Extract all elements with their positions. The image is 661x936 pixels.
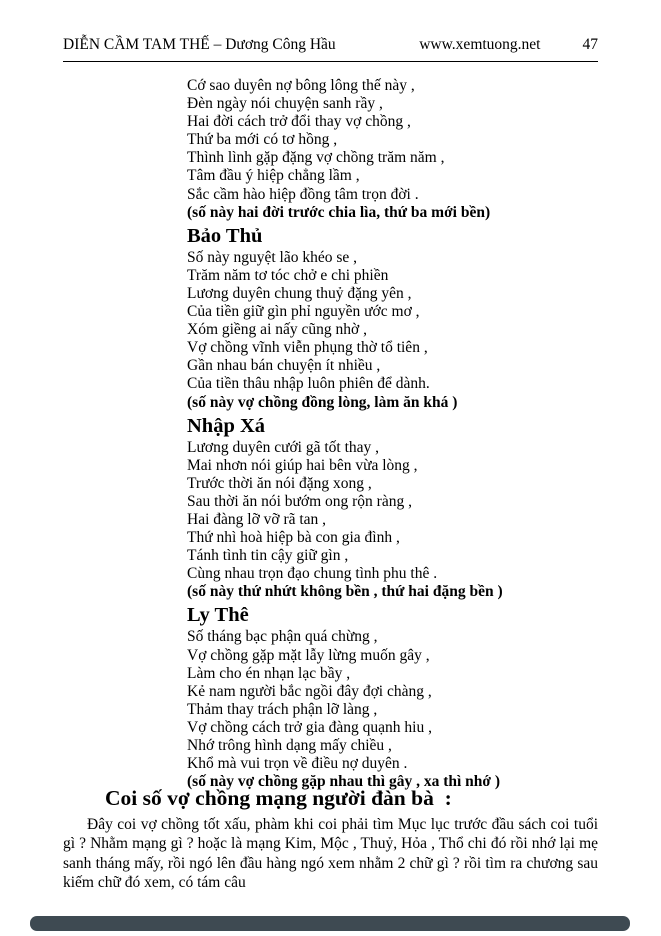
verse-summary: (số này vợ chồng gặp nhau thì gây , xa thì nhớ ): [187, 773, 501, 791]
verse-line: Trăm năm tơ tóc chở e chi phiền: [187, 266, 389, 284]
header-right: [419, 36, 598, 54]
horizontal-scrollbar-thumb[interactable]: [30, 916, 630, 931]
section-heading: Bảo Thủ: [187, 224, 263, 247]
verse-line: Đèn ngày nói chuyện sanh rầy ,: [187, 95, 383, 113]
website-url: www.xemtuong.net: [419, 36, 541, 53]
verse-summary: (số này vợ chồng đồng lòng, làm ăn khá ): [187, 393, 458, 411]
verse-line: Vợ chồng gặp mặt lẫy lừng muốn gây ,: [187, 646, 430, 664]
verse-line: Sau thời ăn nói bướm ong rộn ràng ,: [187, 492, 412, 510]
book-title: DIỄN CẦM TAM THẾ – Dương Công Hầu: [63, 36, 336, 53]
verse-line: Mai nhơn nói giúp hai bên vừa lòng ,: [187, 456, 418, 474]
header-divider: [63, 61, 598, 62]
verse-line: Số này nguyệt lão khéo se ,: [187, 248, 358, 266]
verse-line: Của tiền giữ gìn phỉ nguyền ước mơ ,: [187, 303, 420, 321]
verse-line: Thứ ba mới có tơ hồng ,: [187, 131, 338, 149]
verse-line: Số tháng bạc phận quá chừng ,: [187, 628, 378, 646]
section-heading: Nhập Xá: [187, 414, 266, 437]
page-header: [63, 36, 598, 54]
section-heading: Ly Thê: [187, 604, 249, 627]
verse-line: Vợ chồng cách trở gia đàng quạnh hiu ,: [187, 718, 432, 736]
closing-paragraph: Đây coi vợ chồng tốt xấu, phàm khi coi phải tìm Mục lục trước đầu sách coi tuổi gì ? Nhằm mạng gì ? hoặc là mạng Kim, Mộc , Thuỷ, Hỏa , Thổ chi đó rồi nhớ lại mẹ sanh tháng mấy, rồi ngó lên đầu hàng ngó xem nhằm 2 chữ gì ? rồi tìm ra chương sau kiếm chữ đó xem, có tám câu: [63, 816, 598, 892]
verse-line: Kẻ nam người bắc ngồi đây đợi chàng ,: [187, 682, 432, 700]
verse-content: [187, 77, 607, 791]
verse-line: Thứ nhì hoà hiệp bà con gia đình ,: [187, 529, 400, 547]
verse-line: Xóm giềng ai nấy cũng nhờ ,: [187, 321, 367, 339]
verse-line: Của tiền thâu nhập luôn phiên để dành.: [187, 375, 430, 393]
verse-line: Hai đời cách trở đổi thay vợ chồng ,: [187, 113, 411, 131]
verse-line: Cớ sao duyên nợ bông lông thế này ,: [187, 77, 415, 94]
verse-line: Tánh tình tin cậy giữ gìn ,: [187, 547, 349, 565]
verse-line: Tâm đầu ý hiệp chẳng lầm ,: [187, 167, 360, 185]
verse-line: Lương duyên chung thuỷ đặng yên ,: [187, 284, 412, 302]
verse-line: Gần nhau bán chuyện ít nhiều ,: [187, 357, 381, 375]
verse-summary: (số này hai đời trước chia lìa, thứ ba mới bền): [187, 203, 491, 221]
verse-line: Khổ mà vui trọn về điều nợ duyên .: [187, 755, 408, 773]
page-number: 47: [582, 36, 598, 53]
closing-heading: Coi số vợ chồng mạng người đàn bà :: [105, 786, 452, 810]
verse-line: Nhớ trông hình dạng mấy chiều ,: [187, 737, 392, 754]
verse-line: Làm cho én nhạn lạc bầy ,: [187, 664, 351, 682]
verse-line: Thảm thay trách phận lỡ làng ,: [187, 700, 378, 718]
closing-section: [63, 786, 598, 893]
verse-line: Sắc cầm hào hiệp đồng tâm trọn đời .: [187, 185, 419, 203]
verse-line: Cùng nhau trọn đạo chung tình phu thê .: [187, 565, 438, 583]
verse-line: Trước thời ăn nói đặng xong ,: [187, 474, 372, 492]
verse-line: Vợ chồng vĩnh viễn phụng thờ tổ tiên ,: [187, 339, 428, 357]
verse-line: Thình lình gặp đặng vợ chồng trăm năm ,: [187, 149, 445, 167]
verse-summary: (số này thứ nhứt không bền , thứ hai đặng bền ): [187, 583, 503, 601]
verse-line: Hai đàng lỡ vỡ rã tan ,: [187, 510, 327, 528]
verse-line: Lương duyên cưới gã tốt thay ,: [187, 438, 380, 456]
